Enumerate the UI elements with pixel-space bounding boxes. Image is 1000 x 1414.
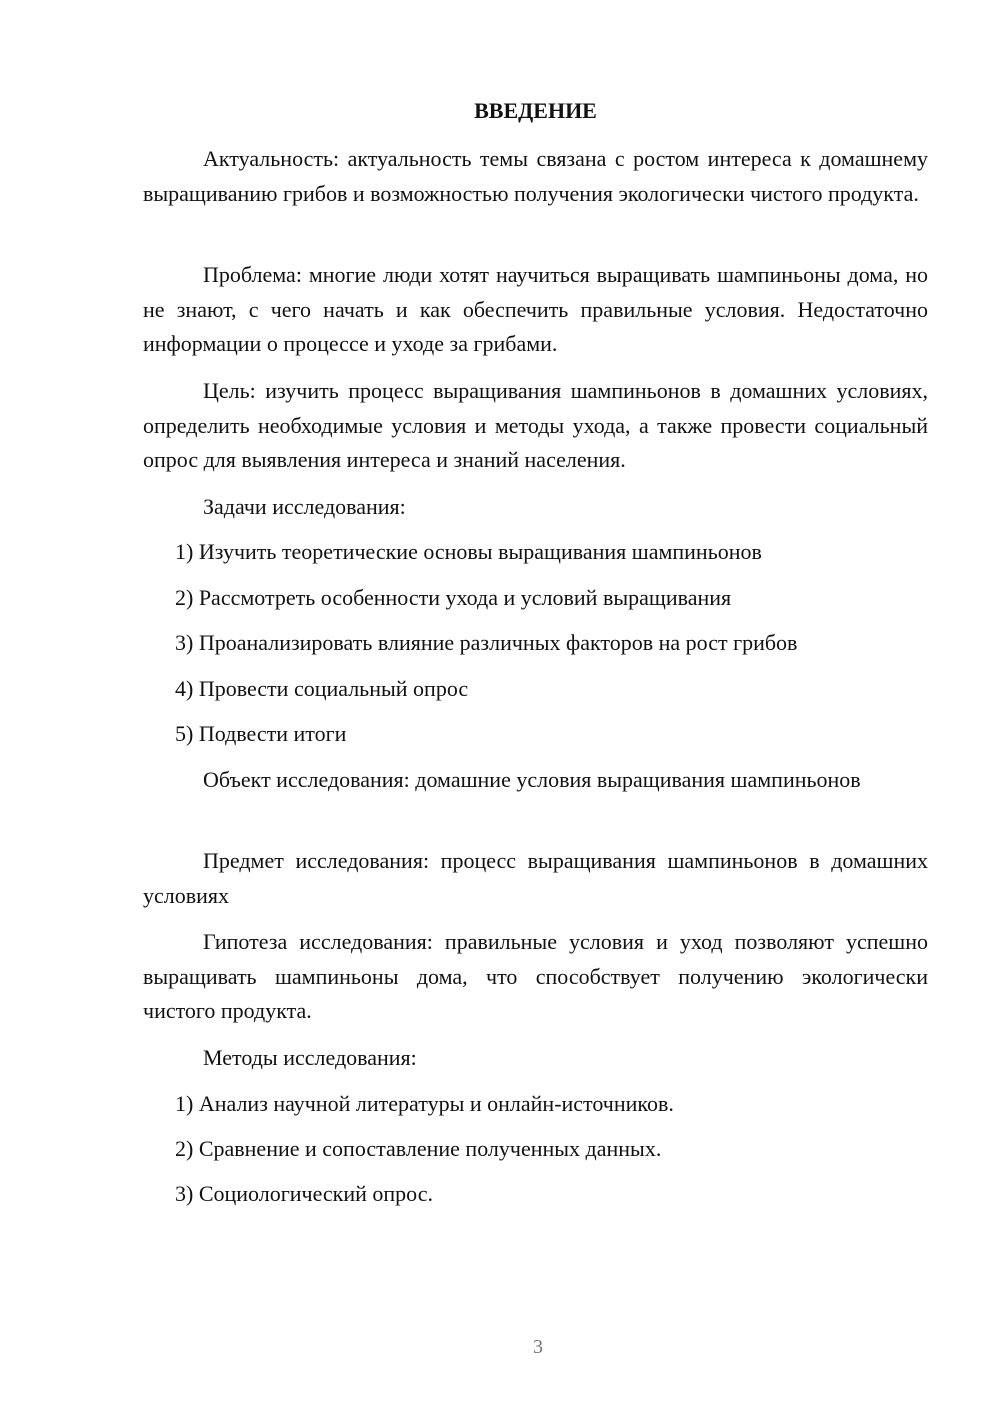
method-item: 1) Анализ научной литературы и онлайн-источников.: [175, 1091, 674, 1116]
page-number: 3: [533, 1336, 543, 1358]
tasks-heading: Задачи исследования:: [203, 494, 406, 519]
method-item: 3) Социологический опрос.: [175, 1181, 433, 1206]
methods-heading: Методы исследования:: [203, 1045, 417, 1070]
method-item: 2) Сравнение и сопоставление полученных данных.: [175, 1136, 662, 1161]
subject-paragraph: Предмет исследования: процесс выращивания шампиньонов в домашних условиях: [143, 848, 928, 908]
problem-paragraph: Проблема: многие люди хотят научиться выращивать шампиньоны дома, но не знают, с чего начать и как обеспечить правильные условия. Недостаточно информации о процессе и уходе за грибами.: [143, 262, 928, 356]
task-item: 1) Изучить теоретические основы выращивания шампиньонов: [175, 539, 762, 564]
task-item: 4) Провести социальный опрос: [175, 676, 469, 701]
task-item: 5) Подвести итоги: [175, 721, 347, 746]
relevance-paragraph: Актуальность: актуальность темы связана с ростом интереса к домашнему выращиванию грибов и возможностью получения экологически чистого продукта.: [143, 146, 928, 206]
task-item: 3) Проанализировать влияние различных факторов на рост грибов: [175, 630, 798, 655]
task-item: 2) Рассмотреть особенности ухода и условий выращивания: [175, 585, 732, 610]
goal-paragraph: Цель: изучить процесс выращивания шампиньонов в домашних условиях, определить необходимые условия и методы ухода, а также провести социальный опрос для выявления интереса и знаний населения.: [143, 378, 928, 472]
page-title: ВВЕДЕНИЕ: [474, 98, 597, 123]
document-page: [143, 0, 928, 1414]
object-paragraph: Объект исследования: домашние условия выращивания шампиньонов: [203, 767, 861, 792]
hypothesis-paragraph: Гипотеза исследования: правильные условия и уход позволяют успешно выращивать шампиньоны дома, что способствует получению экологически чистого продукта.: [143, 929, 928, 1023]
